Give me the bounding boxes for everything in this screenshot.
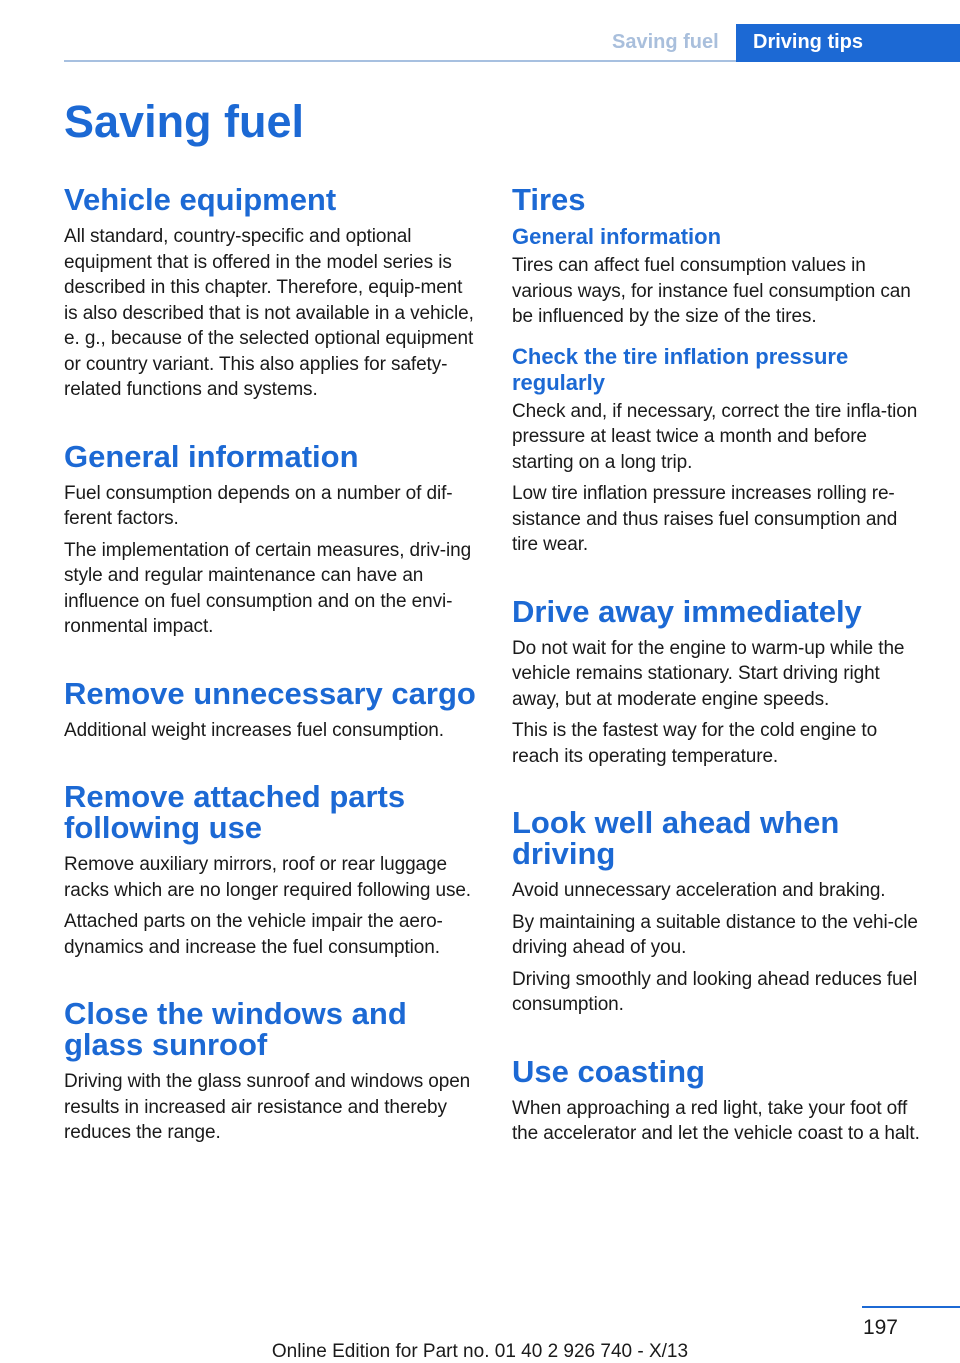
section-heading: Drive away immediately (512, 593, 862, 629)
page-number: 197 (862, 1316, 898, 1339)
paragraph: Check and, if necessary, correct the tire infla-tion pressure at least twice a month and before starting on a long trip. (512, 400, 918, 473)
paragraph: This is the fastest way for the cold engine to reach its operating temperature. (512, 720, 878, 767)
paragraph: Driving smoothly and looking ahead reduces fuel consumption. (512, 968, 918, 1015)
paragraph: All standard, country-specific and optional equipment that is offered in the model series is described in this chapter. Therefore, equip-ment is also described that is not available in a vehicle, e. g., because of the selected optional equipment or country variant. This also applies for safety-related functions and systems. (64, 226, 474, 400)
section-close-windows (64, 998, 480, 1146)
section-heading: Close the windows and glass sunroof (64, 996, 407, 1062)
section-drive-away (512, 593, 928, 770)
paragraph: When approaching a red light, take your foot off the accelerator and let the vehicle coast to a halt. (512, 1097, 920, 1144)
paragraph: Driving with the glass sunroof and windows open results in increased air resistance and thereby reduces the range. (64, 1071, 471, 1143)
paragraph: The implementation of certain measures, driv-ing style and regular maintenance can have an influence on fuel consumption and on the envi-ronmental impact. (64, 539, 472, 637)
paragraph: Avoid unnecessary acceleration and braking. (512, 880, 886, 901)
section-heading: Vehicle equipment (64, 182, 337, 217)
section-heading: Tires (512, 182, 586, 217)
paragraph: Attached parts on the vehicle impair the aero-dynamics and increase the fuel consumption. (64, 911, 443, 958)
section-heading: Use coasting (512, 1053, 705, 1089)
paragraph: Tires can affect fuel consumption values in various ways, for instance fuel consumption can be influenced by the size of the tires. (512, 255, 911, 327)
paragraph: Low tire inflation pressure increases rolling re-sistance and thus raises fuel consumption and tire wear. (512, 483, 898, 555)
subsection-tire-pressure (512, 344, 928, 558)
subsection-heading: General information (512, 224, 722, 249)
section-tires (512, 184, 928, 558)
section-coasting (512, 1053, 928, 1147)
section-heading: General information (64, 438, 359, 474)
page-title: Saving fuel (64, 96, 305, 147)
footer-rule (862, 1306, 960, 1308)
section-heading: Look well ahead when driving (512, 805, 840, 871)
section-heading: Remove attached parts following use (64, 779, 406, 845)
paragraph: Additional weight increases fuel consumption. (64, 719, 444, 741)
header-section-label: Saving fuel (612, 31, 719, 53)
paragraph: By maintaining a suitable distance to the vehi-cle driving ahead of you. (512, 911, 918, 958)
section-look-ahead (512, 807, 928, 1018)
left-column (64, 184, 480, 1184)
paragraph: Remove auxiliary mirrors, roof or rear luggage racks which are no longer required following use. (64, 854, 471, 901)
section-remove-parts (64, 781, 480, 960)
section-remove-cargo (64, 675, 480, 744)
subsection-heading: Check the tire inflation pressure regularly (512, 343, 849, 395)
header-chapter-tab: Driving tips (736, 24, 960, 62)
subsection-tires-general (512, 224, 928, 330)
footer-edition-text: Online Edition for Part no. 01 40 2 926 740 - X/13 (271, 1341, 689, 1362)
section-heading: Remove unnecessary cargo (64, 675, 476, 711)
right-column (512, 184, 928, 1185)
section-vehicle-equipment (64, 184, 480, 403)
section-general-information (64, 438, 480, 640)
paragraph: Do not wait for the engine to warm-up while the vehicle remains stationary. Start driving right away, but at moderate engine speeds. (512, 637, 905, 710)
paragraph: Fuel consumption depends on a number of dif-ferent factors. (64, 482, 453, 529)
